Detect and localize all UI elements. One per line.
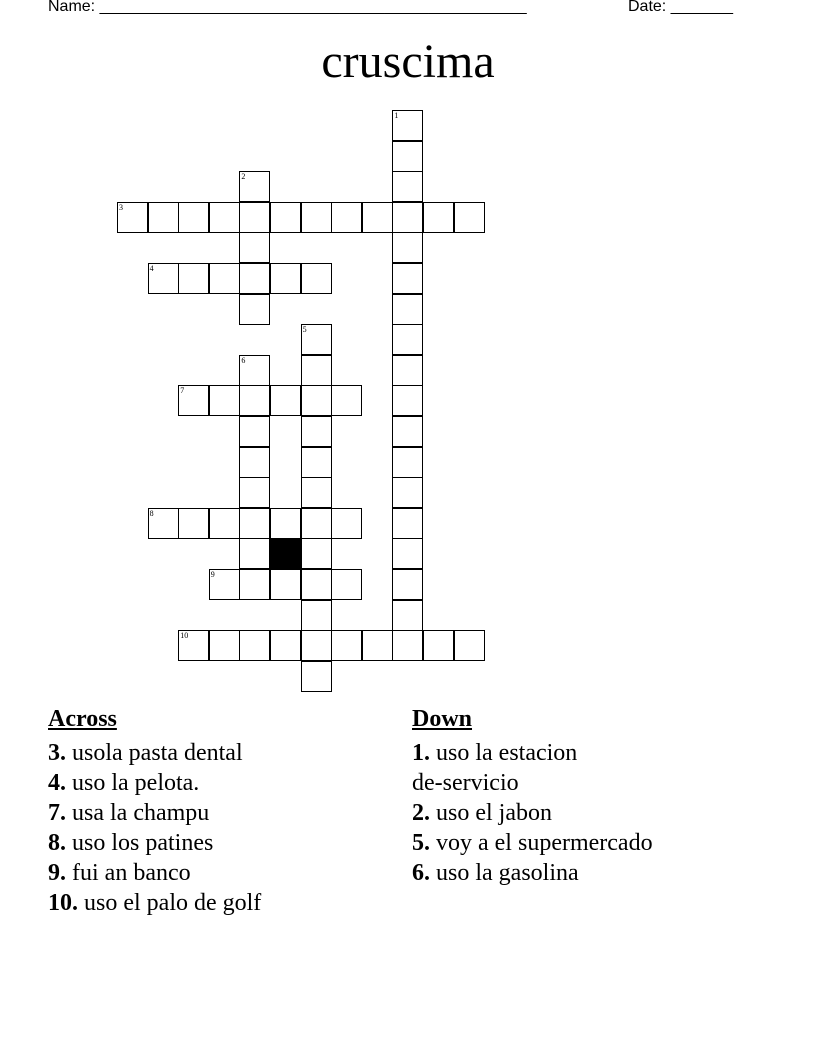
grid-cell bbox=[423, 202, 454, 233]
grid-cell bbox=[239, 385, 270, 416]
grid-cell bbox=[301, 416, 332, 447]
grid-cell bbox=[209, 630, 240, 661]
black-square bbox=[270, 538, 301, 569]
clue-text: uso la estacion bbox=[430, 740, 578, 766]
clue-down-1 bbox=[412, 738, 653, 768]
grid-cell bbox=[392, 355, 423, 386]
cell-number: 6 bbox=[241, 355, 246, 365]
grid-cell bbox=[331, 569, 362, 600]
grid-cell bbox=[392, 202, 423, 233]
grid-cell-9 bbox=[209, 569, 240, 600]
clue-number: 9. bbox=[48, 860, 66, 886]
clue-number: 6. bbox=[412, 860, 430, 886]
grid-cell bbox=[239, 263, 270, 294]
grid-cell-8 bbox=[148, 508, 179, 539]
grid-cell bbox=[270, 385, 301, 416]
grid-cell bbox=[392, 538, 423, 569]
grid-cell bbox=[301, 447, 332, 478]
name-field-label: Name: ________________________________________________ bbox=[48, 0, 527, 15]
cell-number: 1 bbox=[394, 111, 399, 120]
grid-cell bbox=[209, 263, 240, 294]
cell-number: 5 bbox=[302, 325, 307, 335]
grid-cell bbox=[331, 508, 362, 539]
grid-cell bbox=[270, 263, 301, 294]
across-clues bbox=[48, 704, 261, 918]
grid-cell bbox=[270, 630, 301, 661]
clue-number: 10. bbox=[48, 890, 78, 916]
grid-cell bbox=[209, 202, 240, 233]
grid-cell bbox=[270, 202, 301, 233]
cell-number: 10 bbox=[180, 631, 189, 641]
grid-cell bbox=[301, 263, 332, 294]
grid-cell bbox=[239, 630, 270, 661]
grid-cell bbox=[301, 355, 332, 386]
grid-cell bbox=[239, 508, 270, 539]
cell-number: 9 bbox=[210, 570, 215, 579]
grid-cell bbox=[239, 416, 270, 447]
clue-text: usola pasta dental bbox=[66, 740, 243, 766]
grid-cell bbox=[209, 508, 240, 539]
clue-across-7 bbox=[48, 798, 261, 828]
grid-cell bbox=[270, 569, 301, 600]
clue-across-3 bbox=[48, 738, 261, 768]
grid-cell bbox=[423, 630, 454, 661]
grid-cell bbox=[301, 661, 332, 692]
grid-cell bbox=[392, 477, 423, 508]
clue-number: 3. bbox=[48, 740, 66, 766]
grid-cell bbox=[301, 477, 332, 508]
grid-cell bbox=[239, 202, 270, 233]
grid-cell-6 bbox=[239, 355, 270, 386]
clue-text: uso el jabon bbox=[430, 800, 552, 826]
clue-down-1-continued: de-servicio bbox=[412, 770, 519, 796]
grid-cell bbox=[148, 202, 179, 233]
down-clues bbox=[412, 704, 653, 888]
clue-number: 7. bbox=[48, 800, 66, 826]
grid-cell-10 bbox=[178, 630, 209, 661]
grid-cell bbox=[392, 600, 423, 631]
clue-text: fui an banco bbox=[66, 860, 191, 886]
grid-cell bbox=[301, 385, 332, 416]
grid-cell bbox=[270, 508, 301, 539]
clue-text: uso la gasolina bbox=[430, 860, 579, 886]
cell-number: 3 bbox=[119, 202, 123, 212]
grid-cell-2 bbox=[239, 171, 270, 202]
grid-cell bbox=[178, 263, 209, 294]
grid-cell bbox=[392, 569, 423, 600]
grid-cell bbox=[331, 630, 362, 661]
clue-across-4 bbox=[48, 768, 261, 798]
grid-cell-3 bbox=[117, 202, 148, 233]
clue-number: 5. bbox=[412, 830, 430, 856]
grid-cell bbox=[178, 508, 209, 539]
grid-cell bbox=[301, 202, 332, 233]
clue-text: voy a el supermercado bbox=[430, 830, 653, 856]
grid-cell-7 bbox=[178, 385, 209, 416]
clue-text: usa la champu bbox=[66, 800, 210, 826]
grid-cell bbox=[392, 141, 423, 172]
grid-cell bbox=[239, 569, 270, 600]
clue-down-5 bbox=[412, 828, 653, 858]
grid-cell bbox=[454, 202, 485, 233]
cell-number: 2 bbox=[241, 172, 246, 182]
grid-cell bbox=[239, 477, 270, 508]
grid-cell bbox=[392, 324, 423, 355]
grid-cell bbox=[209, 385, 240, 416]
grid-cell bbox=[362, 202, 393, 233]
grid-cell bbox=[392, 416, 423, 447]
grid-cell bbox=[301, 569, 332, 600]
cell-number: 8 bbox=[149, 508, 154, 518]
down-heading: Down bbox=[412, 706, 473, 732]
cell-number: 7 bbox=[180, 386, 185, 396]
grid-cell bbox=[239, 538, 270, 569]
clue-down-6 bbox=[412, 858, 653, 888]
clue-down-2 bbox=[412, 798, 653, 828]
grid-cell bbox=[331, 202, 362, 233]
grid-cell bbox=[239, 294, 270, 325]
clue-text: uso el palo de golf bbox=[78, 890, 262, 916]
grid-cell bbox=[392, 447, 423, 478]
grid-cell bbox=[392, 385, 423, 416]
grid-cell bbox=[239, 447, 270, 478]
grid-cell bbox=[392, 294, 423, 325]
grid-cell bbox=[392, 263, 423, 294]
across-heading: Across bbox=[48, 706, 117, 732]
grid-cell bbox=[301, 538, 332, 569]
clue-text: uso la pelota. bbox=[66, 770, 200, 796]
clue-number: 1. bbox=[412, 740, 430, 766]
page-title: cruscima bbox=[321, 35, 495, 88]
grid-cell bbox=[392, 630, 423, 661]
cell-number: 4 bbox=[149, 264, 154, 273]
clue-number: 8. bbox=[48, 830, 66, 856]
clue-across-10 bbox=[48, 888, 261, 918]
grid-cell bbox=[454, 630, 485, 661]
clue-across-9 bbox=[48, 858, 261, 888]
clue-number: 2. bbox=[412, 800, 430, 826]
grid-cell-1 bbox=[392, 110, 423, 141]
grid-cell-4 bbox=[148, 263, 179, 294]
grid-cell bbox=[178, 202, 209, 233]
grid-cell bbox=[392, 171, 423, 202]
grid-cell bbox=[301, 508, 332, 539]
clue-across-8 bbox=[48, 828, 261, 858]
clue-number: 4. bbox=[48, 770, 66, 796]
grid-cell bbox=[392, 232, 423, 263]
grid-cell bbox=[362, 630, 393, 661]
grid-cell bbox=[239, 232, 270, 263]
grid-cell bbox=[331, 385, 362, 416]
grid-cell bbox=[392, 508, 423, 539]
grid-cell-5 bbox=[301, 324, 332, 355]
clue-text: uso los patines bbox=[66, 830, 214, 856]
grid-cell bbox=[301, 600, 332, 631]
grid-cell bbox=[301, 630, 332, 661]
date-field-label: Date: _______ bbox=[628, 0, 733, 15]
